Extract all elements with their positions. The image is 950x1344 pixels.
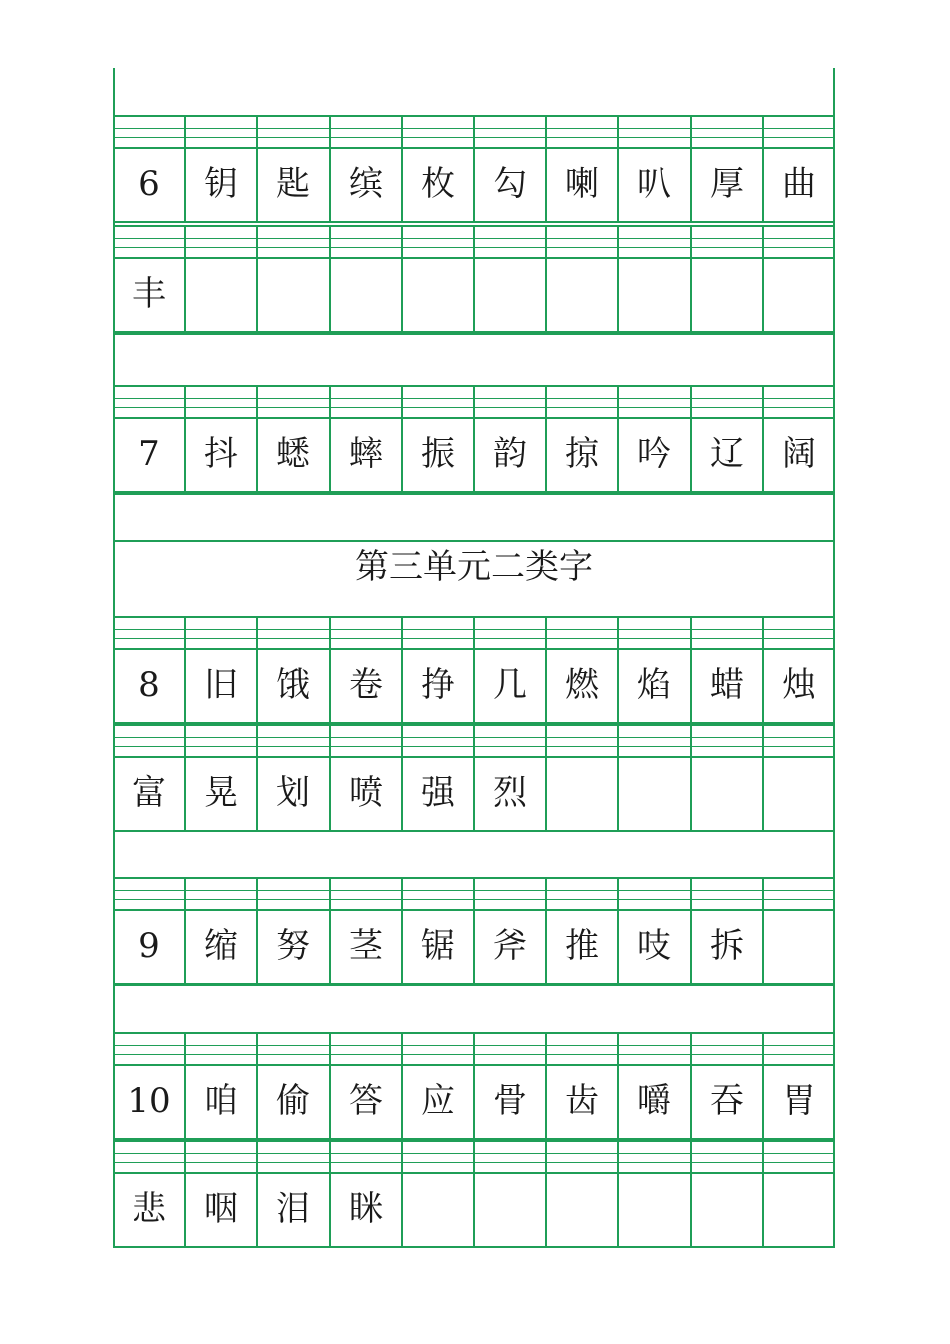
- character-cell: 锯: [421, 926, 455, 966]
- character-cell: 斧: [493, 926, 527, 966]
- character-cell: 强: [421, 773, 455, 813]
- character-cell: 悲: [132, 1189, 166, 1229]
- character-cell: 卷: [349, 665, 383, 705]
- character-cell: 茎: [349, 926, 383, 966]
- character-cell: [546, 1172, 618, 1246]
- character-cell: 烈: [493, 773, 527, 813]
- character-cell: 焰: [637, 665, 671, 705]
- character-cell: [474, 1172, 546, 1246]
- character-cell: 咱: [204, 1081, 238, 1121]
- character-cell: 钥: [204, 164, 238, 204]
- character-cell: 划: [276, 773, 310, 813]
- character-cell: 阔: [782, 434, 816, 474]
- lesson-number: 7: [138, 434, 160, 474]
- character-cell: [763, 756, 835, 830]
- character-cell: 振: [421, 434, 455, 474]
- character-cell: 厚: [710, 164, 744, 204]
- character-cell: 抖: [204, 434, 238, 474]
- character-cell: 骨: [493, 1081, 527, 1121]
- row-top-line: [113, 830, 835, 832]
- character-cell: 答: [349, 1081, 383, 1121]
- character-cell: [618, 756, 690, 830]
- character-cell: 咽: [204, 1189, 238, 1229]
- character-cell: 喇: [565, 164, 599, 204]
- character-cell: 缤: [349, 164, 383, 204]
- character-cell: 燃: [565, 665, 599, 705]
- lesson-number: 9: [138, 926, 160, 966]
- character-cell: 旧: [204, 665, 238, 705]
- character-cell: [402, 1172, 474, 1246]
- character-cell: 叭: [637, 164, 671, 204]
- character-cell: 努: [276, 926, 310, 966]
- character-cell: [763, 257, 835, 331]
- character-cell: [546, 756, 618, 830]
- character-cell: [330, 257, 402, 331]
- character-cell: 枚: [421, 164, 455, 204]
- character-cell: 吟: [637, 434, 671, 474]
- character-cell: 应: [421, 1081, 455, 1121]
- character-cell: [763, 1172, 835, 1246]
- character-cell: [691, 257, 763, 331]
- character-cell: 几: [493, 665, 527, 705]
- character-cell: 饿: [276, 665, 310, 705]
- character-cell: 推: [565, 926, 599, 966]
- character-cell: 晃: [204, 773, 238, 813]
- character-cell: 喷: [349, 773, 383, 813]
- character-cell: 齿: [565, 1081, 599, 1121]
- lesson-number: 8: [138, 665, 160, 705]
- character-cell: 辽: [710, 434, 744, 474]
- character-cell: 丰: [132, 274, 166, 314]
- character-cell: 匙: [276, 164, 310, 204]
- character-cell: 胃: [782, 1081, 816, 1121]
- lesson-number: 6: [138, 164, 160, 204]
- character-cell: [763, 909, 835, 983]
- character-cell: [691, 1172, 763, 1246]
- character-cell: 泪: [276, 1189, 310, 1229]
- character-cell: [546, 257, 618, 331]
- character-cell: 嚼: [637, 1081, 671, 1121]
- row-top-line: [113, 984, 835, 986]
- character-cell: 富: [132, 773, 166, 813]
- character-cell: [618, 257, 690, 331]
- character-cell: 韵: [493, 434, 527, 474]
- character-cell: 蜡: [710, 665, 744, 705]
- character-cell: 烛: [782, 665, 816, 705]
- character-cell: 吞: [710, 1081, 744, 1121]
- character-cell: 曲: [782, 164, 816, 204]
- worksheet-grid: [113, 0, 835, 1250]
- character-cell: [257, 257, 329, 331]
- character-cell: [618, 1172, 690, 1246]
- character-cell: [402, 257, 474, 331]
- row-top-line: [113, 333, 835, 335]
- character-cell: [185, 257, 257, 331]
- unit-heading: 第三单元二类字: [355, 546, 593, 587]
- character-cell: 吱: [637, 926, 671, 966]
- character-cell: 蟋: [276, 434, 310, 474]
- character-cell: [474, 257, 546, 331]
- character-cell: 缩: [204, 926, 238, 966]
- character-cell: [691, 756, 763, 830]
- row-top-line: [113, 493, 835, 495]
- character-cell: 拆: [710, 926, 744, 966]
- character-cell: 掠: [565, 434, 599, 474]
- character-cell: 眯: [349, 1189, 383, 1229]
- lesson-number: 10: [127, 1081, 171, 1121]
- character-cell: 挣: [421, 665, 455, 705]
- character-cell: 蟀: [349, 434, 383, 474]
- character-cell: 勾: [493, 164, 527, 204]
- character-cell: 偷: [276, 1081, 310, 1121]
